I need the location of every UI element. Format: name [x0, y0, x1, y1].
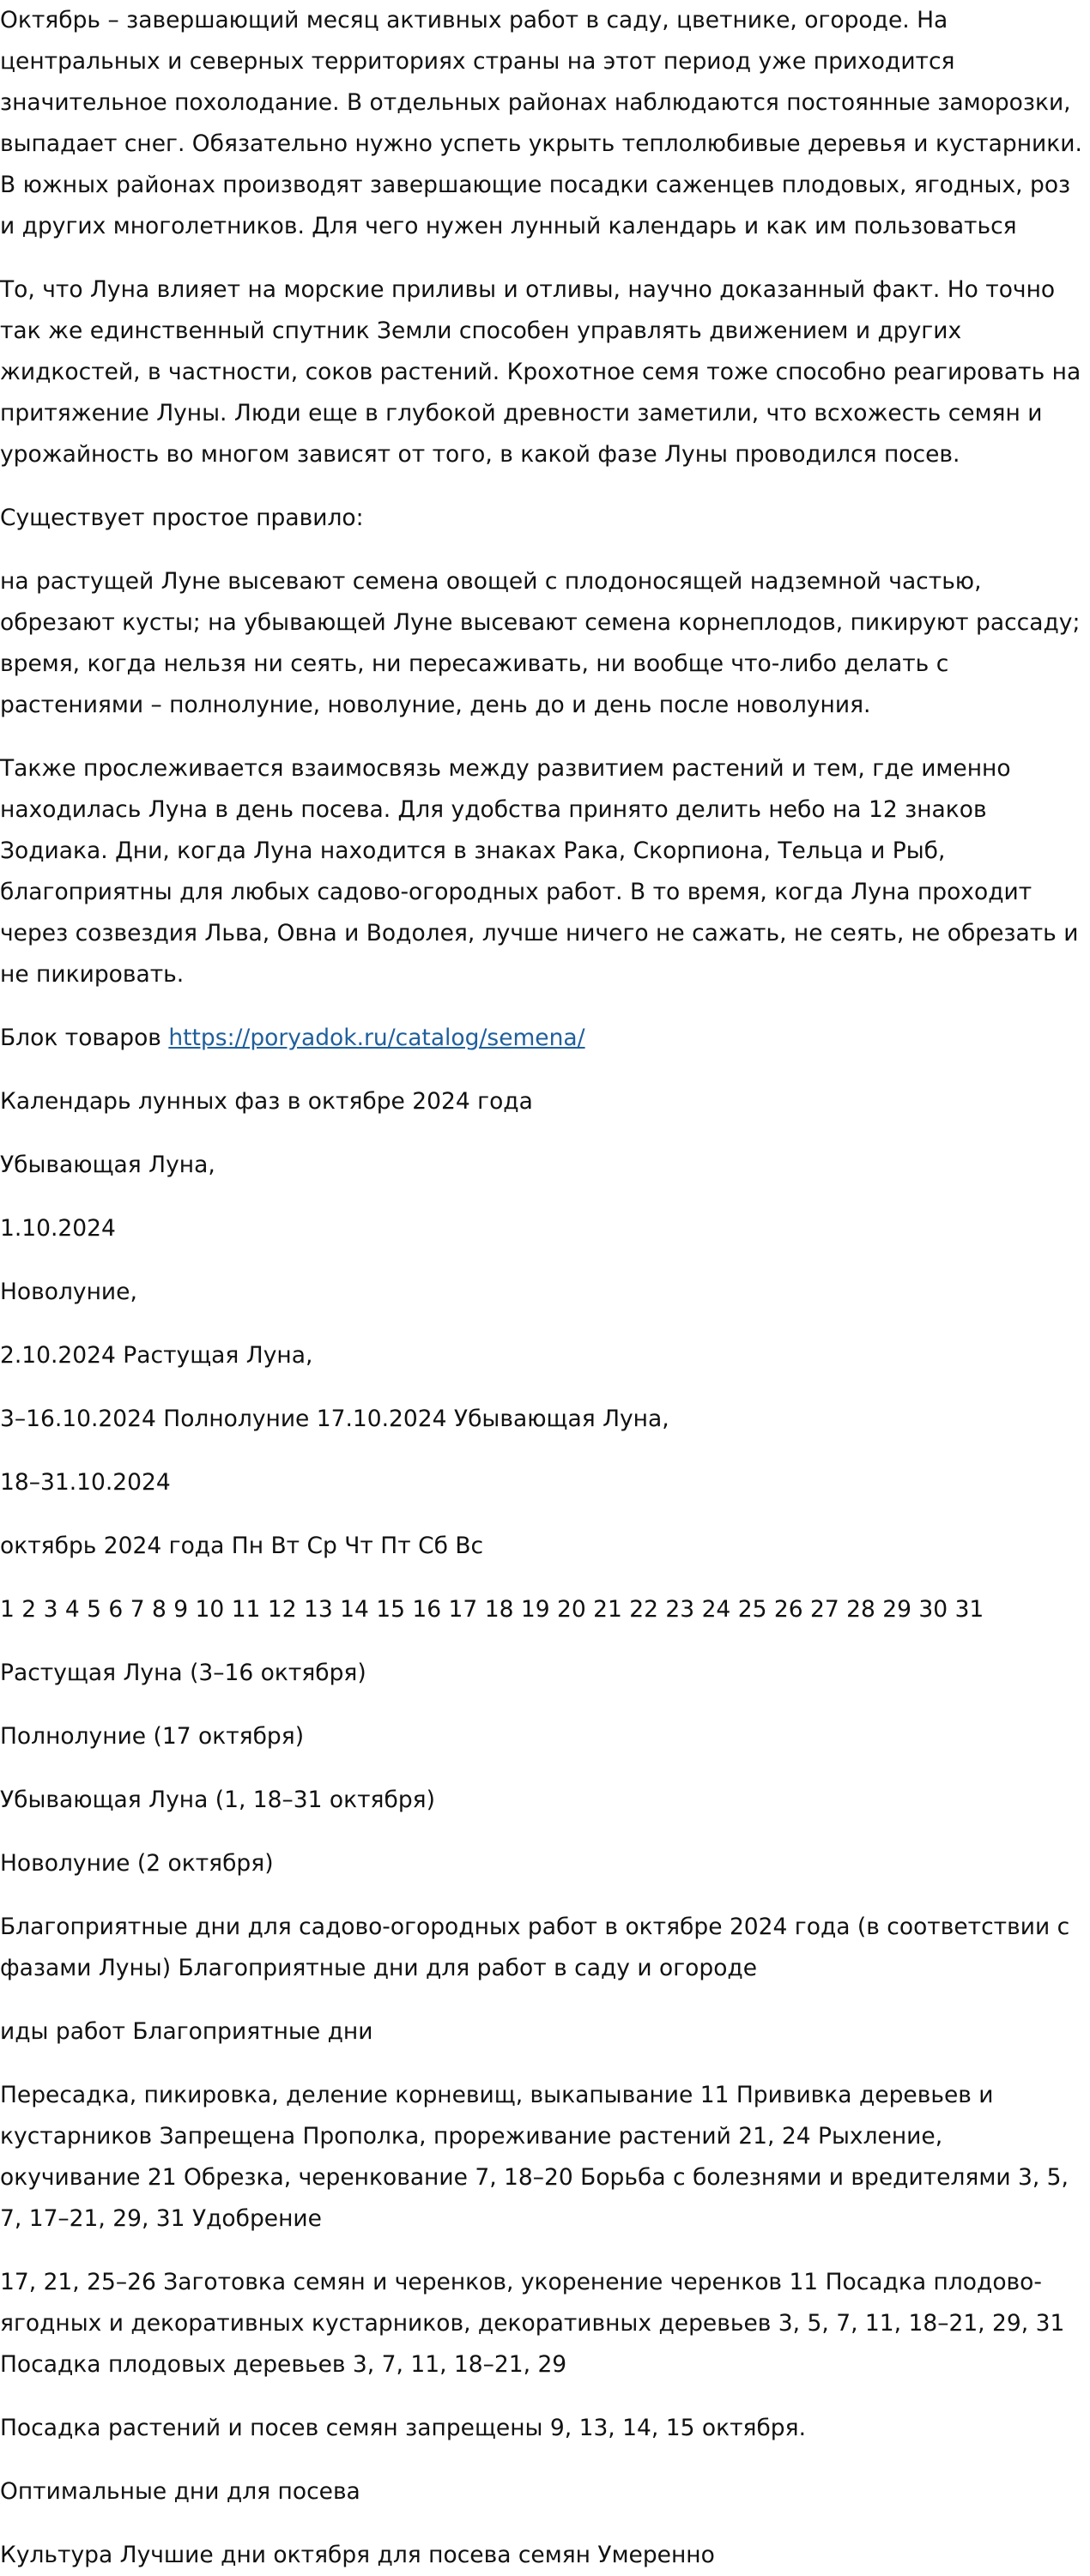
phase-new-date: 2.10.2024 Растущая Луна,	[0, 1342, 313, 1369]
favorable-days-heading: Благоприятные дни для садово-огородных работ в октябре 2024 года (в соответствии с фазами Луны) Благоприятные дни для работ в саду и огороде	[0, 1914, 1070, 1981]
legend-full: Полнолуние (17 октября)	[0, 1723, 305, 1750]
legend-waxing: Растущая Луна (3–16 октября)	[0, 1660, 366, 1686]
paragraph-zodiac: Также прослеживается взаимосвязь между развитием растений и тем, где именно находилась Луна в день посева. Для удобства принято делить небо на 12 знаков Зодиака. Дни, когда Луна находится в знаках Рака, Скорпиона, Тельца и Рыб, благоприятны для любых садово-огородных работ. В то время, когда Луна проходит через созвездия Льва, Овна и Водолея, лучше ничего не сажать, не сеять, не обрезать и не пикировать.	[0, 755, 1079, 988]
paragraph-moon-influence: То, что Луна влияет на морские приливы и отливы, научно доказанный факт. Но точно так же единственный спутник Земли способен управлять движением и других жидкостей, в частности, соков растений. Крохотное семя тоже способно реагировать на притяжение Луны. Люди еще в глубокой древности заметили, что всхожесть семян и урожайность во многом зависят от того, в какой фазе Луны проводился посев.	[0, 276, 1081, 468]
works-table-rows-2: 17, 21, 25–26 Заготовка семян и черенков, укоренение черенков 11 Посадка плодово-ягодных и декоративных кустарников, декоративных деревьев 3, 5, 7, 11, 18–21, 29, 31 Посадка плодовых деревьев 3, 7, 11, 18–21, 29	[0, 2269, 1065, 2378]
phase-waning-label: Убывающая Луна,	[0, 1152, 215, 1178]
calendar-days: 1 2 3 4 5 6 7 8 9 10 11 12 13 14 15 16 17 18 19 20 21 22 23 24 25 26 27 28 29 30 31	[0, 1596, 984, 1623]
phase-new-label: Новолуние,	[0, 1279, 137, 1305]
calendar-weekdays: октябрь 2024 года Пн Вт Ср Чт Пт Сб Вс	[0, 1533, 484, 1559]
legend-new: Новолуние (2 октября)	[0, 1850, 274, 1877]
legend-waning: Убывающая Луна (1, 18–31 октября)	[0, 1787, 435, 1813]
works-table-rows-1: Пересадка, пикировка, деление корневищ, выкапывание 11 Прививка деревьев и кустарников Запрещена Прополка, прореживание растений 21, 24 Рыхление, окучивание 21 Обрезка, черенкование 7, 18–20 Борьба с болезнями и вредителями 3, 5, 7, 17–21, 29, 31 Удобрение	[0, 2082, 1069, 2232]
products-link[interactable]: https://poryadok.ru/catalog/semena/	[168, 1025, 585, 1051]
forbidden-days: Посадка растений и посев семян запрещены 9, 13, 14, 15 октября.	[0, 2415, 806, 2441]
works-table-header: иды работ Благоприятные дни	[0, 2018, 373, 2045]
paragraph-rule: на растущей Луне высевают семена овощей с плодоносящей надземной частью, обрезают кусты; на убывающей Луне высевают семена корнеплодов, пикируют рассаду; время, когда нельзя ни сеять, ни пересаживать, ни вообще что-либо делать с растениями – полнолуние, новолуние, день до и день после новолуния.	[0, 568, 1081, 718]
paragraph-intro: Октябрь – завершающий месяц активных работ в саду, цветнике, огороде. На центральных и северных территориях страны на этот период уже приходится значительное похолодание. В отдельных районах наблюдаются постоянные заморозки, выпадает снег. Обязательно нужно успеть укрыть теплолюбивые деревья и кустарники. В южных районах производят завершающие посадки саженцев плодовых, ягодных, роз и других многолетников. Для чего нужен лунный календарь и как им пользоваться	[0, 7, 1082, 239]
calendar-heading: Календарь лунных фаз в октябре 2024 года	[0, 1088, 533, 1115]
sowing-table-header: Культура Лучшие дни октября для посева семян Умеренно	[0, 2542, 715, 2568]
products-label: Блок товаров	[0, 1025, 161, 1051]
paragraph-rule-lead: Существует простое правило:	[0, 505, 364, 531]
sowing-days-heading: Оптимальные дни для посева	[0, 2478, 360, 2505]
products-block	[0, 1018, 1083, 1059]
phase-waning-range: 18–31.10.2024	[0, 1469, 171, 1496]
phase-waning-date: 1.10.2024	[0, 1215, 116, 1242]
phase-waxing-full: 3–16.10.2024 Полнолуние 17.10.2024 Убывающая Луна,	[0, 1406, 669, 1432]
